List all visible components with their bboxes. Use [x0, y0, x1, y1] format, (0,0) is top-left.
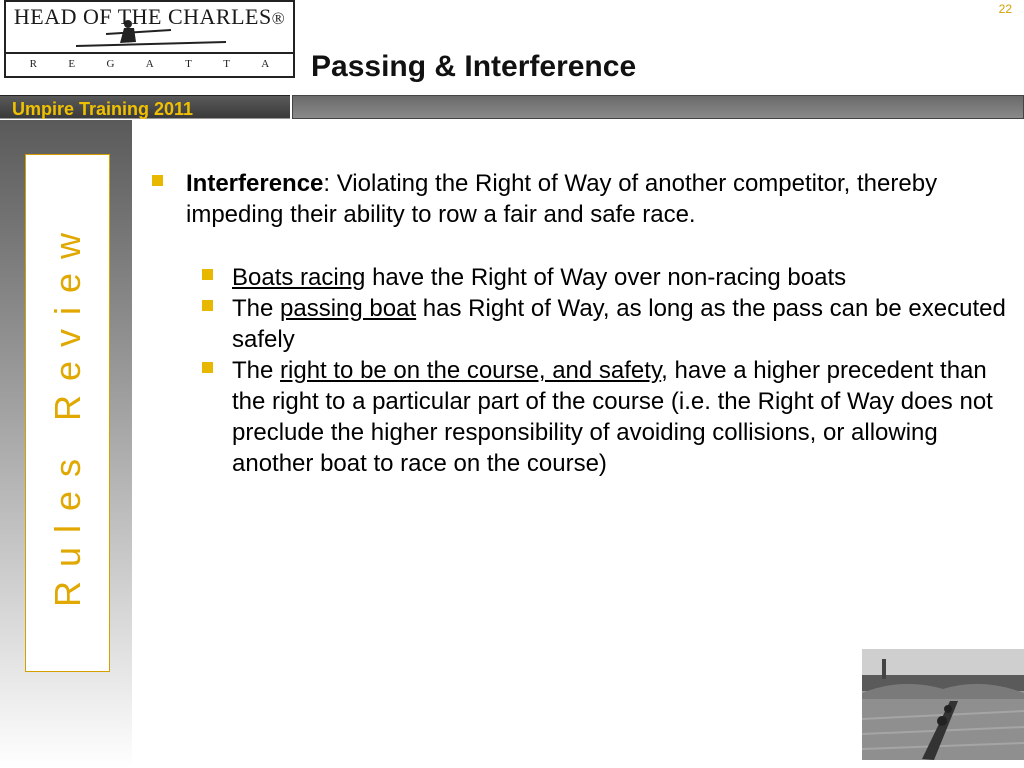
definition-text: : Violating the Right of Way of another competitor, thereby impeding their ability to row a fair and safe race. [186, 170, 938, 228]
regatta-logo [4, 0, 295, 78]
sub-bullet: Boats racing have the Right of Way over non-racing boats [148, 262, 1008, 293]
slide-content [148, 168, 1008, 479]
sidebar [0, 120, 132, 768]
sub-bullet: The passing boat has Right of Way, as long as the pass can be executed safely [148, 293, 1008, 355]
page-title: Passing & Interference [311, 50, 637, 83]
term-interference: Interference [186, 170, 324, 197]
logo-title: HEAD OF THE CHARLES® [13, 4, 286, 29]
main-bullet [148, 168, 1008, 230]
sub-bullet: The right to be on the course, and safety, have a higher precedent than the right to a particular part of the course (i.e. the Right of Way does not preclude the higher responsibility of avoiding collisions, or allowing another boat to race on the course) [148, 355, 1008, 479]
slide-number: 22 [998, 2, 1012, 16]
sidebar-panel [25, 154, 110, 672]
header-band [292, 95, 1024, 119]
header-band-label [0, 95, 290, 119]
rowing-photo [862, 649, 1024, 760]
band-label-text: Umpire Training 2011 [12, 99, 194, 119]
logo-regatta-letters: R E G A T T A [29, 58, 270, 70]
sidebar-vertical-text: Rules Review [46, 218, 88, 608]
